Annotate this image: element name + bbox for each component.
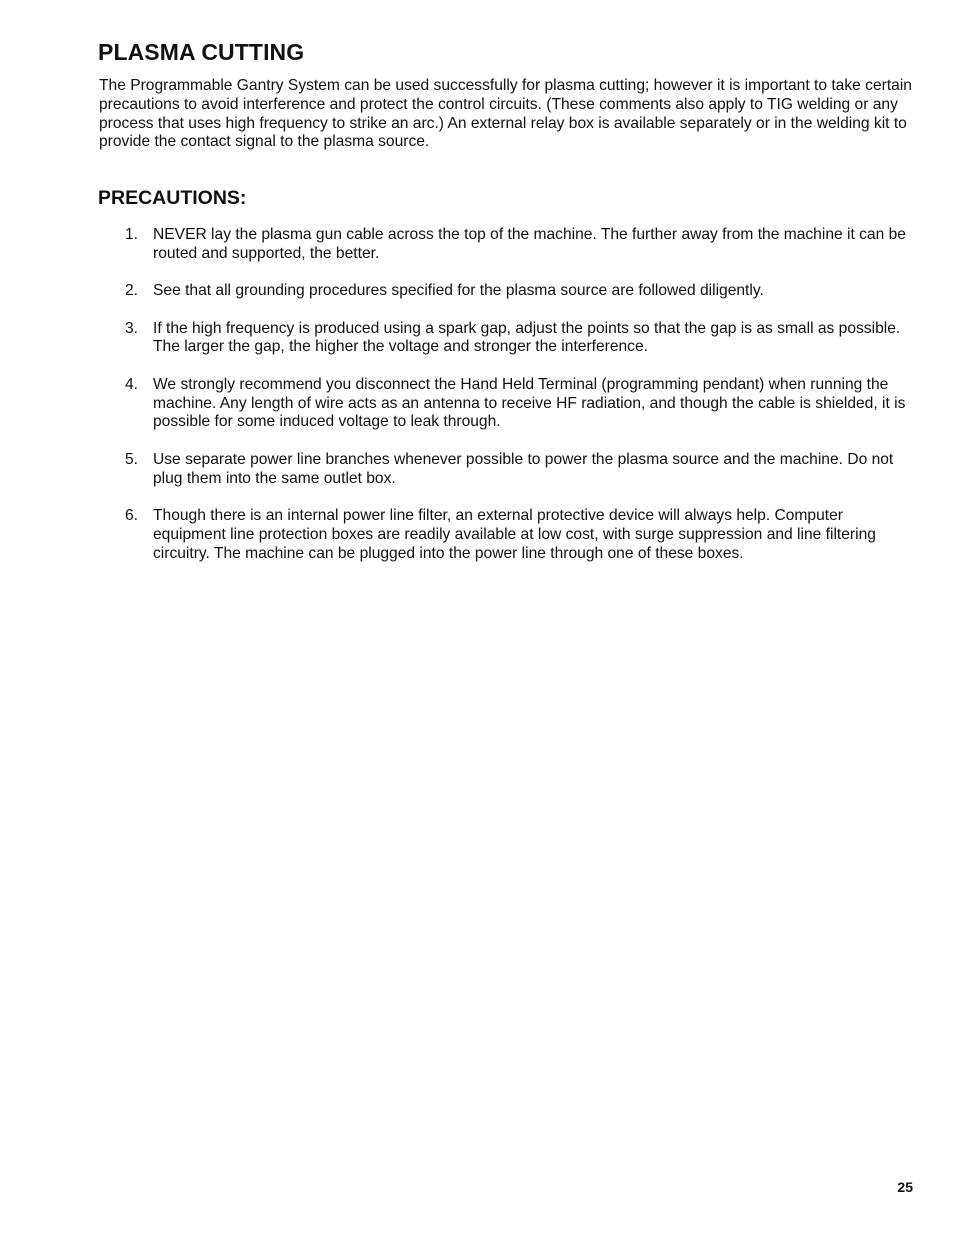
precaution-item xyxy=(0,226,954,264)
precaution-item xyxy=(0,376,954,432)
intro-paragraph: The Programmable Gantry System can be used successfully for plasma cutting; however it is important to take certain precautions to avoid interference and protect the control circuits. (These comments also apply to TIG welding or any process that uses high frequency to strike an arc.) An external relay box is available separately or in the welding kit to provide the contact signal to the plasma source. xyxy=(99,77,912,151)
precautions-heading: PRECAUTIONS: xyxy=(98,187,247,209)
precaution-number: 2. xyxy=(125,282,139,300)
precaution-text: Though there is an internal power line filter, an external protective device will always help. Computer equipment line protection boxes are readily available at low cost, with surge suppression and line filtering circuitry. The machine can be plugged into the power line through one of these boxes. xyxy=(153,506,876,562)
precaution-text: If the high frequency is produced using a spark gap, adjust the points so that the gap is as small as possible. The larger the gap, the higher the voltage and stronger the interference. xyxy=(153,319,901,356)
precaution-text: NEVER lay the plasma gun cable across the top of the machine. The further away from the machine it can be routed and supported, the better. xyxy=(153,226,906,262)
precaution-text: See that all grounding procedures specified for the plasma source are followed diligently. xyxy=(153,282,764,300)
precaution-number: 6. xyxy=(125,506,139,524)
precaution-number: 4. xyxy=(125,375,139,393)
precaution-text: We strongly recommend you disconnect the Hand Held Terminal (programming pendant) when running the machine. Any length of wire acts as an antenna to receive HF radiation, and though the cable is shielded, it is possible for some induced voltage to leak through. xyxy=(153,375,906,431)
precaution-text: Use separate power line branches whenever possible to power the plasma source and the machine. Do not plug them into the same outlet box. xyxy=(153,450,894,487)
precautions-list xyxy=(0,226,954,582)
precaution-number: 5. xyxy=(125,450,139,468)
precaution-number: 1. xyxy=(125,226,139,243)
precaution-item xyxy=(0,507,954,563)
precaution-number: 3. xyxy=(125,319,139,337)
page-title: PLASMA CUTTING xyxy=(98,39,305,65)
page-number: 25 xyxy=(897,1179,913,1195)
precaution-item xyxy=(0,282,954,301)
precaution-item xyxy=(0,451,954,489)
precaution-item xyxy=(0,320,954,358)
